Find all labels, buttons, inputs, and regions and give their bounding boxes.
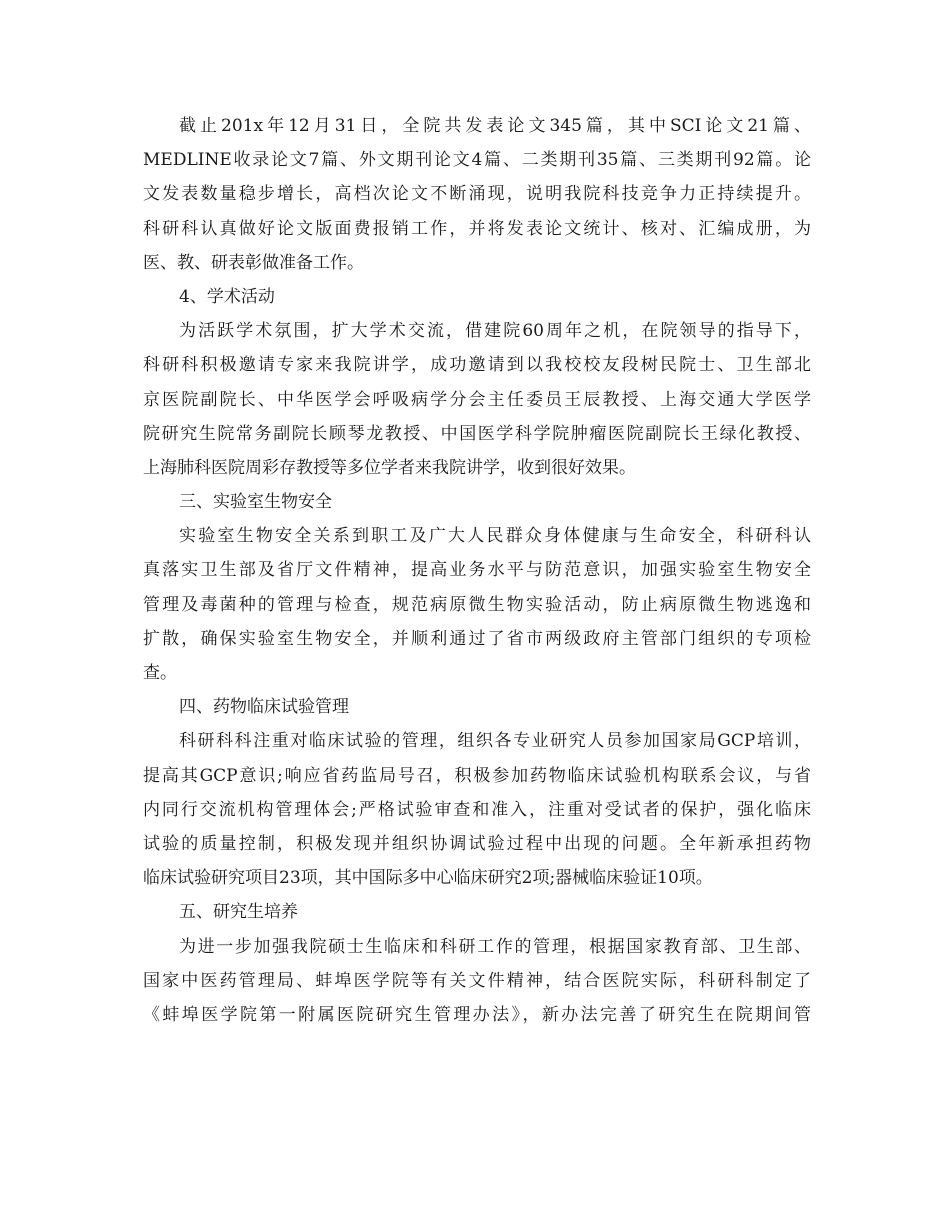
section-heading-biosafety: 三、实验室生物安全 bbox=[179, 492, 332, 513]
paragraph-line: 院研究生院常务副院长顾琴龙教授、中国医学科学院肿瘤医院副院长王绿化教授、 bbox=[143, 423, 811, 444]
paragraph-line: 为进一步加强我院硕士生临床和科研工作的管理，根据国家教育部、卫生部、 bbox=[179, 936, 811, 957]
paragraph-line: 扩散，确保实验室生物安全，并顺利通过了省市两级政府主管部门组织的专项检 bbox=[143, 628, 811, 649]
paragraph-line: 真落实卫生部及省厅文件精神，提高业务水平与防范意识，加强实验室生物安全 bbox=[143, 560, 811, 581]
paragraph-line: 试验的质量控制，积极发现并组织协调试验过程中出现的问题。全年新承担药物 bbox=[143, 833, 811, 854]
paragraph-line: MEDLINE收录论文7篇、外文期刊论文4篇、二类期刊35篇、三类期刊92篇。论 bbox=[143, 150, 811, 171]
paragraph-line: 京医院副院长、中华医学会呼吸病学分会主任委员王辰教授、上海交通大学医学 bbox=[143, 389, 811, 410]
paragraph-line: 上海肺科医院周彩存教授等多位学者来我院讲学，收到很好效果。 bbox=[143, 457, 636, 478]
paragraph-line: 内同行交流机构管理体会;严格试验审查和准入，注重对受试者的保护，强化临床 bbox=[143, 799, 811, 820]
paragraph-line: 医、教、研表彰做准备工作。 bbox=[143, 252, 364, 273]
paragraph-line: 《蚌埠医学院第一附属医院研究生管理办法》，新办法完善了研究生在院期间管 bbox=[143, 1004, 811, 1025]
paragraph-line: 实验室生物安全关系到职工及广大人民群众身体健康与生命安全，科研科认 bbox=[179, 526, 811, 547]
paragraph-line: 提高其GCP意识;响应省药监局号召，积极参加药物临床试验机构联系会议，与省 bbox=[143, 765, 811, 786]
paragraph-line: 文发表数量稳步增长，高档次论文不断涌现，说明我院科技竞争力正持续提升。 bbox=[143, 184, 811, 205]
paragraph-line: 科研科积极邀请专家来我院讲学，成功邀请到以我校校友段树民院士、卫生部北 bbox=[143, 355, 811, 376]
paragraph-biosafety bbox=[143, 519, 811, 690]
paragraph-line: 管理及毒菌种的管理与检查，规范病原微生物实验活动，防止病原微生物逃逸和 bbox=[143, 594, 811, 615]
paragraph-graduate-training bbox=[143, 930, 811, 1033]
paragraph-line: 为活跃学术氛围，扩大学术交流，借建院60周年之机，在院领导的指导下， bbox=[179, 321, 811, 342]
paragraph-line: 临床试验研究项目23项，其中国际多中心临床研究2项;器械临床验证10项。 bbox=[143, 868, 713, 889]
paragraph-line: 截止201x年12月31日，全院共发表论文345篇，其中SCI论文21篇、 bbox=[179, 116, 811, 136]
document-body bbox=[143, 109, 811, 1032]
section-heading-graduate-training: 五、研究生培养 bbox=[179, 902, 298, 923]
paragraph-clinical-trials bbox=[143, 724, 811, 895]
paragraph-line: 科研科科注重对临床试验的管理，组织各专业研究人员参加国家局GCP培训， bbox=[179, 731, 811, 752]
paragraph-line: 查。 bbox=[143, 663, 177, 683]
section-heading-clinical-trials: 四、药物临床试验管理 bbox=[179, 697, 349, 718]
paragraph-papers bbox=[143, 109, 811, 280]
paragraph-line: 国家中医药管理局、蚌埠医学院等有关文件精神，结合医院实际，科研科制定了 bbox=[143, 970, 811, 991]
paragraph-academic bbox=[143, 314, 811, 485]
section-heading-academic: 4、学术活动 bbox=[179, 286, 275, 307]
paragraph-line: 科研科认真做好论文版面费报销工作，并将发表论文统计、核对、汇编成册，为 bbox=[143, 218, 811, 239]
